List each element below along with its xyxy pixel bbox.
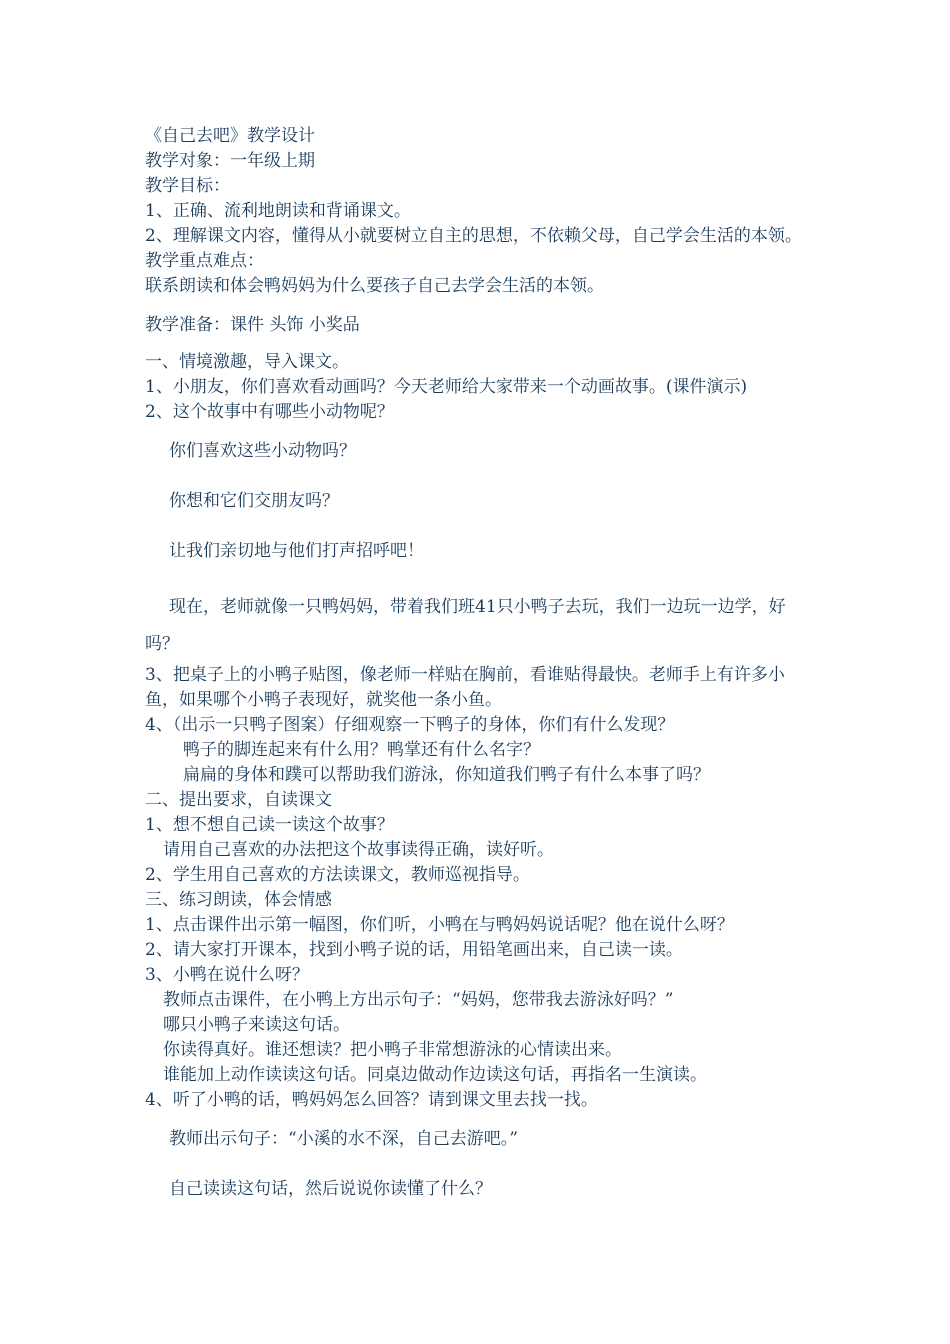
step-subitem: 让我们亲切地与他们打声招呼吧！ [169,541,424,561]
step-item: 3、把桌子上的小鸭子贴图，像老师一样贴在胸前，看谁贴得最快。老师手上有许多小鱼，如果哪个小鸭子表现好，就奖他一条小鱼。 [145,665,785,710]
document-title: 《自己去吧》教学设计 [145,126,315,146]
section-heading: 一、情境激趣，导入课文。 [145,352,349,372]
step-item: 1、点击课件出示第一幅图，你们听，小鸭在与鸭妈妈说话呢？他在说什么呀？ [145,915,734,935]
step-subitem: 哪只小鸭子来读这句话。 [163,1015,350,1035]
step-item: 3、小鸭在说什么呀？ [145,965,309,985]
step-subitem: 你读得真好。谁还想读？把小鸭子非常想游泳的心情读出来。 [163,1040,622,1060]
document-body [145,124,815,1202]
step-subitem: 请用自己喜欢的办法把这个故事读得正确，读好听。 [163,840,554,860]
key-points-text: 联系朗读和体会鸭妈妈为什么要孩子自己去学会生活的本领。 [145,276,604,296]
step-subitem: 你们喜欢这些小动物吗？ [169,441,356,461]
step-item: 1、小朋友，你们喜欢看动画吗？今天老师给大家带来一个动画故事。(课件演示) [145,377,748,397]
step-item: 2、请大家打开课本，找到小鸭子说的话，用铅笔画出来，自己读一读。 [145,940,683,960]
step-subitem: 现在，老师就像一只鸭妈妈，带着我们班41只小鸭子去玩，我们一边玩一边学，好吗？ [145,597,786,654]
step-subitem: 教师点击课件，在小鸭上方出示句子：“妈妈，您带我去游泳好吗？” [163,990,674,1010]
step-subitem: 自己读读这句话，然后说说你读懂了什么？ [169,1179,492,1199]
step-subitem: 鸭子的脚连起来有什么用？鸭掌还有什么名字？ [183,740,540,760]
goal-item: 2、理解课文内容，懂得从小就要树立自主的思想，不依赖父母，自己学会生活的本领。 [145,226,802,246]
step-item: 2、这个故事中有哪些小动物呢？ [145,402,394,422]
preparation: 教学准备：课件 头饰 小奖品 [145,315,360,335]
goals-heading: 教学目标： [145,176,230,196]
step-item: 4、听了小鸭的话，鸭妈妈怎么回答？请到课文里去找一找。 [145,1090,598,1110]
step-subitem: 教师出示句子：“小溪的水不深，自己去游吧。” [169,1129,518,1149]
key-points-heading: 教学重点难点： [145,251,264,271]
step-item: 4、（出示一只鸭子图案）仔细观察一下鸭子的身体，你们有什么发现？ [145,715,675,735]
step-subitem: 谁能加上动作读读这句话。同桌边做动作边读这句话，再指名一生演读。 [163,1065,707,1085]
teaching-target: 教学对象：一年级上期 [145,151,315,171]
step-subitem: 你想和它们交朋友吗？ [169,491,339,511]
step-item: 2、学生用自己喜欢的方法读课文，教师巡视指导。 [145,865,530,885]
step-item: 1、想不想自己读一读这个故事？ [145,815,394,835]
section-heading: 二、提出要求，自读课文 [145,790,332,810]
goal-item: 1、正确、流利地朗读和背诵课文。 [145,201,411,221]
section-heading: 三、练习朗读，体会情感 [145,890,332,910]
step-subitem: 扁扁的身体和蹼可以帮助我们游泳，你知道我们鸭子有什么本事了吗？ [183,765,710,785]
